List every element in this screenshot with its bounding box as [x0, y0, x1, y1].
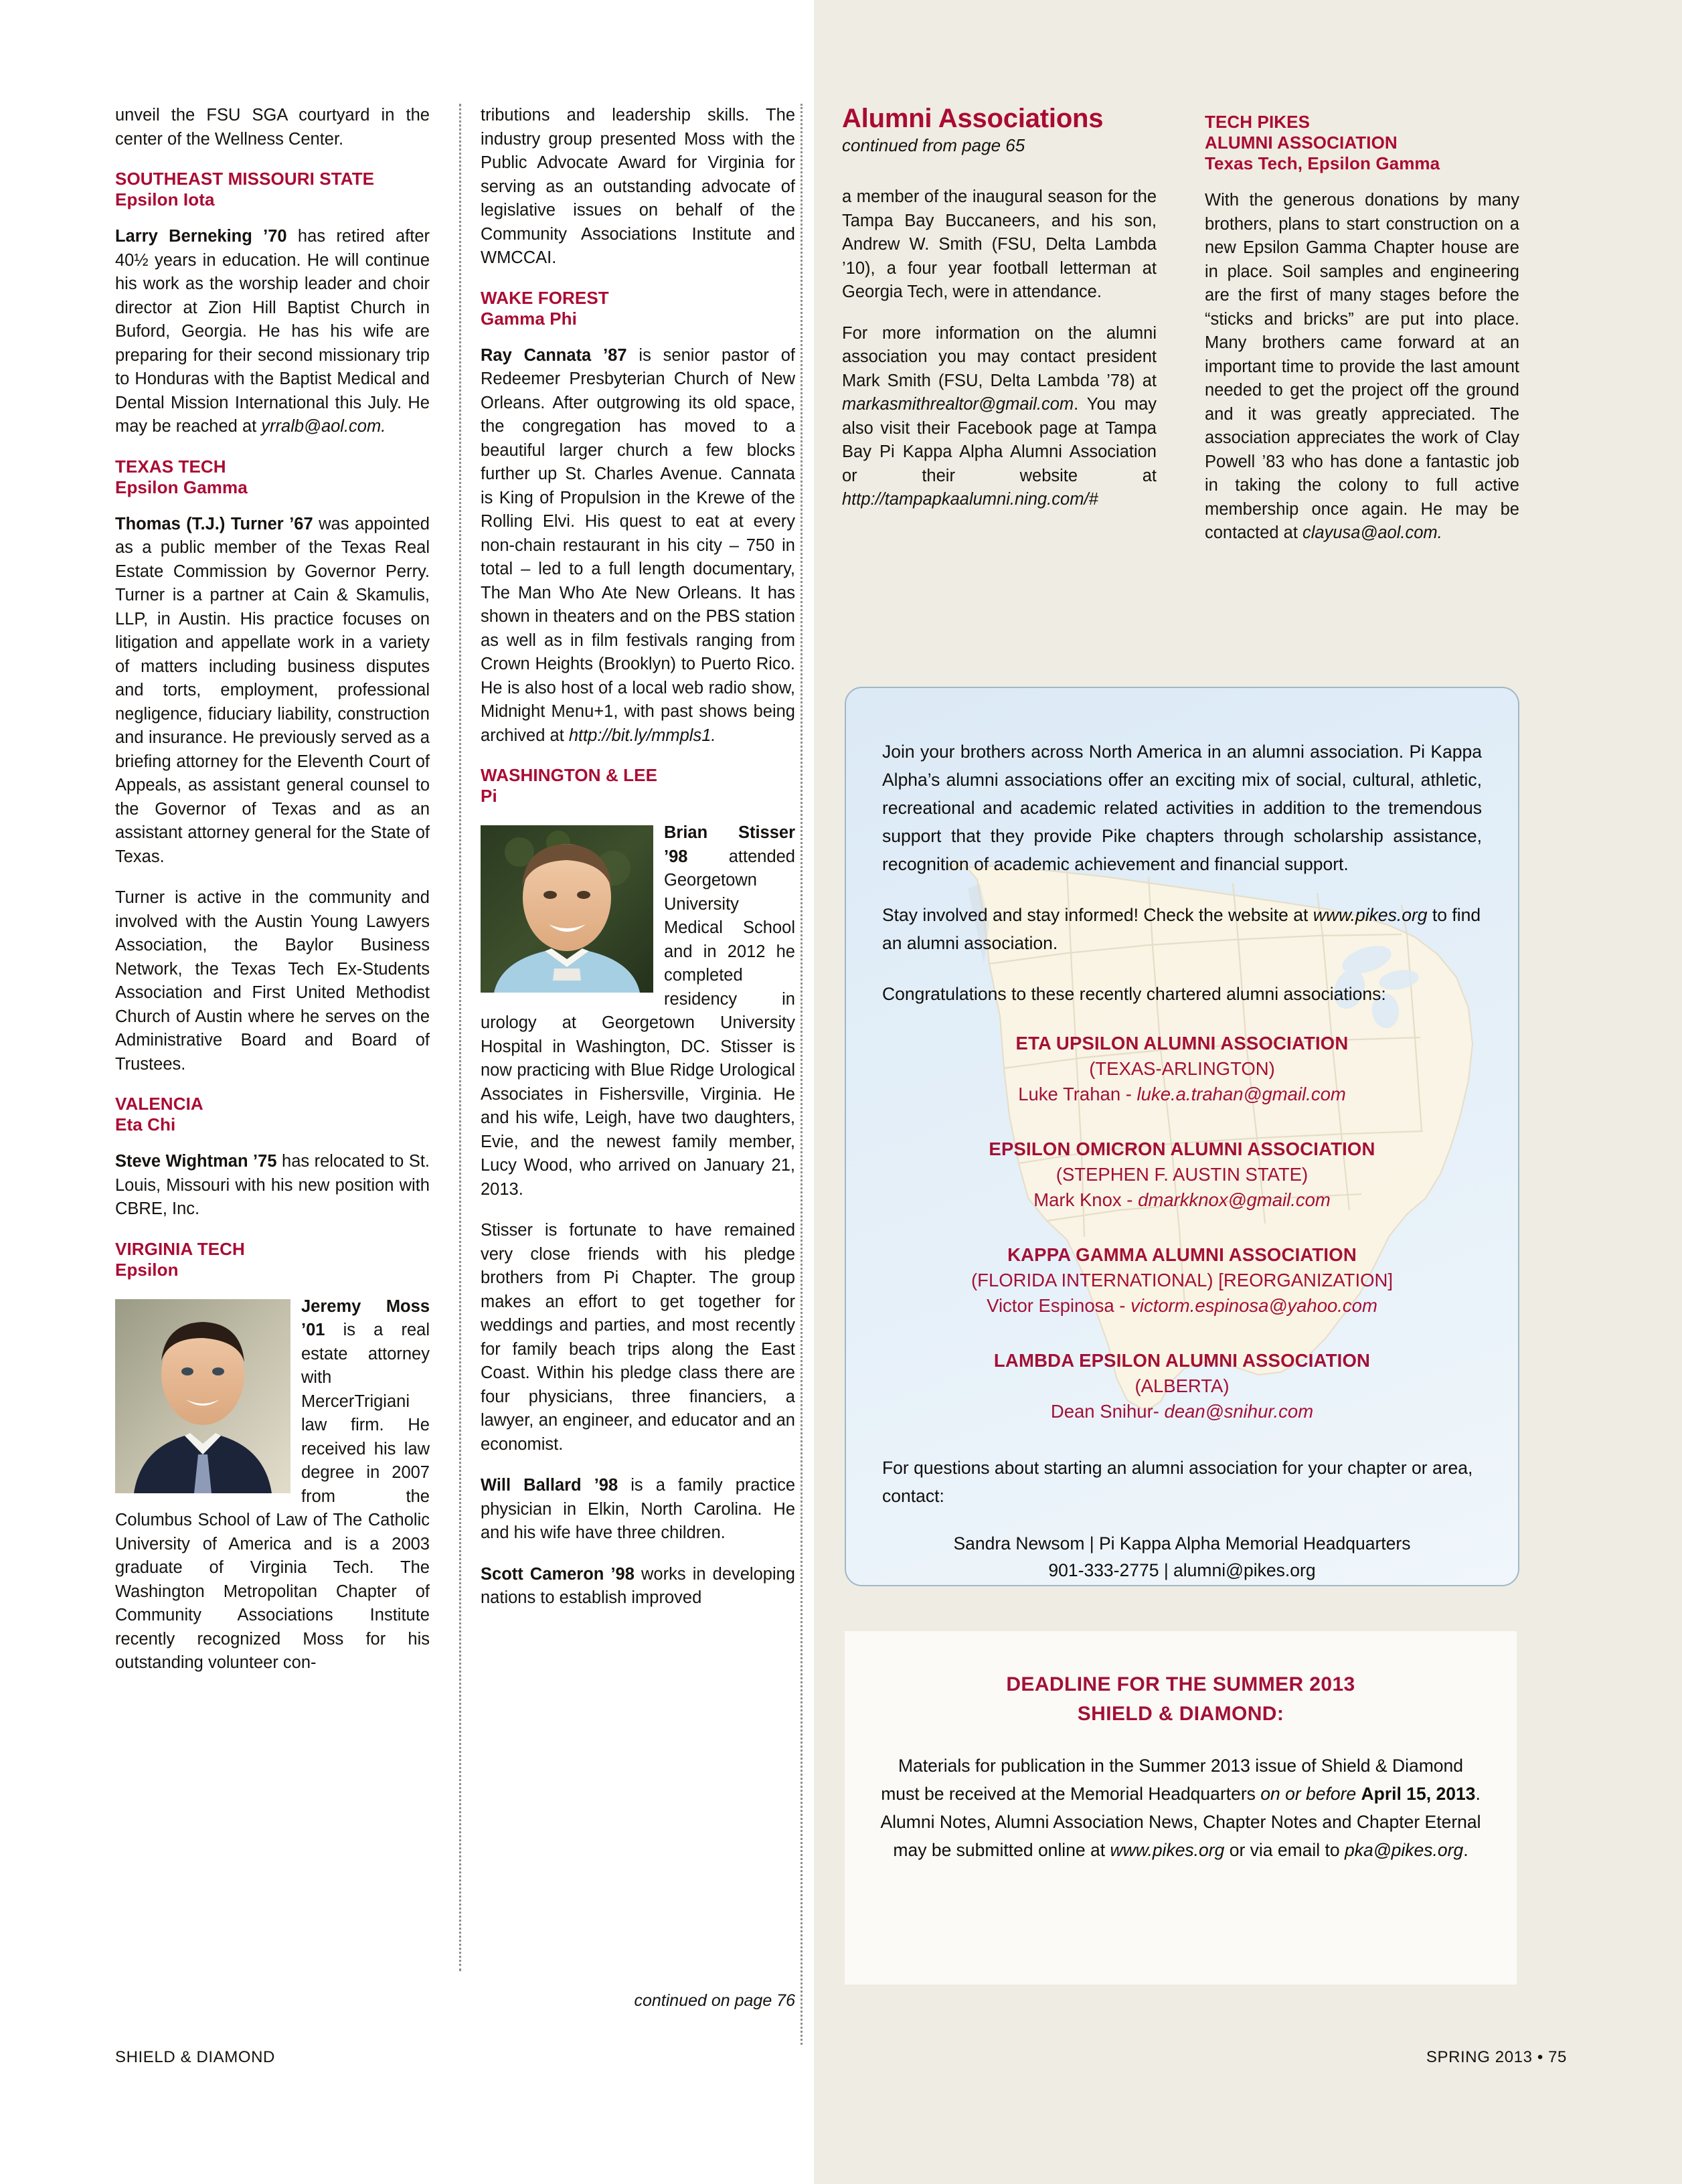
contact-person: Mark Knox - — [1033, 1189, 1139, 1210]
alumni-note-stisser-2: Stisser is fortunate to have remained very close friends with his pledge brothers from Pi Chapter. The group makes an effort to get together for weddings and parties, and most recently for family beach trips along the East Coast. Within his pledge class there are four physicians, three financiers, a lawyer, an engineer, and educator and an economist. — [481, 1221, 795, 1454]
alumni-box-contact-line-1: Sandra Newsom | Pi Kappa Alpha Memorial Headquarters — [953, 1533, 1411, 1553]
chapter-school: VIRGINIA TECH — [115, 1238, 245, 1259]
alumni-name: Brian Stisser ’98 — [664, 823, 795, 866]
section-title-alumni-associations: Alumni Associations — [842, 104, 1104, 133]
chartered-association-1 — [882, 1031, 1482, 1107]
association-contact — [882, 1187, 1482, 1213]
alumni-note-cannata — [481, 344, 795, 748]
alumni-name: Thomas (T.J.) Turner ’67 — [115, 514, 313, 533]
alumni-url-tail: . — [711, 726, 716, 745]
deadline-content — [845, 1631, 1517, 1864]
association-school: (FLORIDA INTERNATIONAL) [REORGANIZATION] — [971, 1270, 1393, 1290]
footer-issue-page: SPRING 2013 • 75 — [1426, 2048, 1567, 2066]
alumni-note-cameron — [481, 1563, 795, 1610]
alumni-body: has retired after 40½ years in education. He will continue his work as the worship leader and choir director at Zion Hill Baptist Church in Buford, Georgia. He has his wife are preparing for their second missionary trip to Honduras with the Baptist Medical and Dental Mission International this July. He may be reached at — [115, 227, 430, 436]
column-4 — [1205, 104, 1519, 563]
headshot-image — [115, 1299, 290, 1493]
alumni-box-questions: For questions about starting an alumni association for your chapter or area, contact: — [882, 1458, 1473, 1506]
deadline-text-e: . — [1463, 1840, 1468, 1860]
chapter-greek: Epsilon Iota — [115, 189, 215, 209]
chapter-school: TEXAS TECH — [115, 456, 226, 477]
aa-paragraph-1: a member of the inaugural season for the Tampa Bay Buccaneers, and his son, Andrew W. Smith (FSU, Delta Lambda ’10), a four year football letterman at Georgia Tech, were in attendance. — [842, 187, 1157, 301]
deadline-text-a: Materials for publication in the Summer 2013 issue of Shield & Diamond must be received at the Memorial Headquarters — [881, 1756, 1463, 1804]
chapter-heading-washington-lee — [481, 765, 795, 807]
chartered-association-2 — [882, 1137, 1482, 1213]
contact-email: victorm.espinosa@yahoo.com — [1130, 1295, 1377, 1316]
chapter-greek: Gamma Phi — [481, 308, 577, 329]
alumni-body: works in developing nations to establish improved — [481, 1564, 795, 1607]
alumni-box-content — [846, 688, 1518, 1585]
contact-person: Luke Trahan - — [1018, 1084, 1137, 1104]
alumni-name: Larry Berneking ’70 — [115, 227, 287, 246]
alumni-note-turner-2: Turner is active in the community and involved with the Austin Young Lawyers Association, the Baylor Business Network, the Texas Tech Ex-Students Association and First United Methodist Church of Austin where he serves on the Administrative Board and Board of Trustees. — [115, 888, 430, 1074]
chapter-heading-texas-tech — [115, 456, 430, 498]
alumni-body: has relocated to St. Louis, Missouri with his new position with CBRE, Inc. — [115, 1152, 430, 1218]
chapter-greek: Eta Chi — [115, 1114, 176, 1135]
chapter-school: WASHINGTON & LEE — [481, 765, 658, 785]
deadline-on-or-before: on or before — [1260, 1784, 1357, 1804]
tech-pikes-email: clayusa@aol.com — [1302, 523, 1438, 542]
deadline-space — [1356, 1784, 1361, 1804]
assoc-name-line1: TECH PIKES — [1205, 112, 1311, 132]
association-name: EPSILON OMICRON ALUMNI ASSOCIATION — [989, 1139, 1375, 1159]
association-contact — [882, 1082, 1482, 1107]
headshot-image — [481, 825, 653, 993]
chapter-school: VALENCIA — [115, 1094, 203, 1114]
alumni-email: yrralb@aol.com — [261, 417, 382, 436]
column-2 — [481, 104, 795, 1610]
alumni-name: Jeremy Moss ’01 — [301, 1296, 430, 1339]
deadline-body — [878, 1752, 1483, 1864]
aa-paragraph-2 — [842, 322, 1157, 512]
contact-person: Victor Espinosa - — [987, 1295, 1131, 1316]
alumni-note-turner-1 — [115, 513, 430, 869]
chapter-greek: Pi — [481, 786, 497, 806]
alumni-name: Ray Cannata ’87 — [481, 345, 627, 365]
contact-person: Dean Snihur- — [1050, 1401, 1165, 1422]
deadline-url-1: www.pikes.org — [1110, 1840, 1225, 1860]
aa-url: http://tampapkaalumni.ning.com/# — [842, 490, 1098, 509]
association-contact — [882, 1293, 1482, 1319]
alumni-name: Will Ballard ’98 — [481, 1476, 618, 1495]
continued-on-page-note: continued on page 76 — [634, 1991, 795, 2010]
alumni-body: was appointed as a public member of the Texas Real Estate Commission by Governor Perry. Turner is a partner at Cain & Skamulis, LLP, in Austin. His practice focuses on litigation and appellate work in a variety of matters including business disputes and torts, employment, professional negligence, fiduciary liability, construction and insurance. He previously served as a briefing attorney for the Eleventh Court of Appeals, as assistant general counsel to the Governor of Texas and as an assistant attorney general for the State of Texas. — [115, 514, 430, 866]
chapter-greek: Epsilon — [115, 1259, 179, 1280]
section-continued-from: continued from page 65 — [842, 135, 1025, 155]
tech-pikes-tail: . — [1437, 523, 1442, 542]
chartered-association-4 — [882, 1348, 1482, 1424]
aa-email: markasmithrealtor@gmail.com — [842, 395, 1074, 414]
chapter-heading-valencia — [115, 1094, 430, 1135]
moss-continuation: tributions and leadership skills. The industry group presented Moss with the Public Advocate Award for Virginia for serving as an outstanding advocate of legislative issues on behalf of the Community Associations Institute and WMCCAI. — [481, 106, 795, 267]
contact-email: luke.a.trahan@gmail.com — [1137, 1084, 1346, 1104]
deadline-title-line-2: SHIELD & DIAMOND: — [1077, 1703, 1284, 1725]
aa-text-a: For more information on the alumni association you may contact president Mark Smith (FSU, Delta Lambda ’78) at — [842, 323, 1157, 390]
deadline-text-c: . Alumni Notes, Alumni Association News, Chapter Notes and Chapter Eternal may be submitted online at — [880, 1784, 1481, 1860]
deadline-url-2: pka@pikes.org — [1345, 1840, 1464, 1860]
chapter-heading-tech-pikes — [1205, 112, 1519, 174]
contact-email: dean@snihur.com — [1164, 1401, 1314, 1422]
association-school: (STEPHEN F. AUSTIN STATE) — [1056, 1164, 1309, 1185]
contact-email: dmarkknox@gmail.com — [1138, 1189, 1331, 1210]
column-3 — [842, 104, 1157, 529]
chapter-heading-southeast-missouri — [115, 169, 430, 210]
headshot-jeremy-moss — [115, 1299, 290, 1493]
intro-continuation: unveil the FSU SGA courtyard in the center of the Wellness Center. — [115, 106, 430, 149]
stay-involved-a: Stay involved and stay informed! Check the website at — [882, 905, 1313, 925]
column-divider-1 — [459, 104, 461, 1971]
association-school: (ALBERTA) — [1134, 1375, 1230, 1396]
deadline-text-d: or via email to — [1224, 1840, 1345, 1860]
chapter-school: SOUTHEAST MISSOURI STATE — [115, 169, 375, 189]
alumni-box-stay-involved — [882, 901, 1482, 957]
association-school: (TEXAS-ARLINGTON) — [1089, 1058, 1275, 1079]
tech-pikes-body — [1205, 189, 1519, 545]
alumni-email-tail: . — [381, 417, 386, 436]
chapter-heading-wake-forest — [481, 288, 795, 329]
alumni-note-wightman — [115, 1150, 430, 1222]
association-name: ETA UPSILON ALUMNI ASSOCIATION — [1015, 1033, 1349, 1054]
deadline-title-line-1: DEADLINE FOR THE SUMMER 2013 — [1006, 1673, 1355, 1695]
alumni-box-contact-line-2: 901-333-2775 | alumni@pikes.org — [1048, 1560, 1316, 1580]
alumni-body: is senior pastor of Redeemer Presbyterian Church of New Orleans. After outgrowing its old space, the congregation has moved to a beautiful larger church a few blocks further up St. Charles Avenue. Cannata is King of Propulsion in the Krewe of the Rolling Elvi. His quest to eat at every non-chain restaurant in his city – 750 in total – led to a full length documentary, The Man Who Ate New Orleans. It has shown in theaters and on the PBS station as well as in film festivals ranging from Crown Heights (Brooklyn) to Puerto Rico. He is also host of a local web radio show, Midnight Menu+1, with past shows being archived at — [481, 345, 795, 745]
deadline-title — [878, 1670, 1483, 1729]
pikes-url: www.pikes.org — [1313, 905, 1428, 925]
footer-publication-name: SHIELD & DIAMOND — [115, 2048, 275, 2066]
assoc-chapter: Texas Tech, Epsilon Gamma — [1205, 153, 1440, 173]
tech-pikes-text: With the generous donations by many brothers, plans to start construction on a new Epsilon Gamma Chapter house are in place. Soil samples and engineering are the first of many stages before the “sticks and bricks” are put into place. Many brothers came forward at an important time to provide the last amount needed to get the project off the ground and it was greatly appreciated. The association appreciates the work of Clay Powell ’83 who has done a fantastic job in taking the colony to full active membership once again. He may be contacted at — [1205, 191, 1519, 542]
alumni-name: Scott Cameron ’98 — [481, 1564, 635, 1584]
chapter-heading-virginia-tech — [115, 1239, 430, 1280]
association-name: KAPPA GAMMA ALUMNI ASSOCIATION — [1007, 1244, 1357, 1265]
alumni-box-congrats: Congratulations to these recently chartered alumni associations: — [882, 984, 1386, 1004]
alumni-body: attended Georgetown University Medical School and in 2012 he completed residency in urology at Georgetown University Hospital in Washington, DC. Stisser is now practicing with Blue Ridge Urological Associates in Fishersville, Virginia. He and his wife, Leigh, have two daughters, Evie, and the newest family member, Lucy Wood, who arrived on January 21, 2013. — [481, 847, 795, 1199]
column-1 — [115, 104, 430, 1693]
headshot-brian-stisser — [481, 825, 653, 993]
chapter-school: WAKE FOREST — [481, 287, 609, 308]
assoc-name-line2: ALUMNI ASSOCIATION — [1205, 133, 1398, 153]
alumni-body: is a family practice physician in Elkin, North Carolina. He and his wife have three children. — [481, 1476, 795, 1542]
deadline-callout-box — [845, 1631, 1517, 1985]
alumni-body: is a real estate attorney with MercerTrigiani law firm. He received his law degree in 2007 from the Columbus School of Law of The Catholic University of America and is a 2003 graduate of Virginia Tech. The Washington Metropolitan Chapter of Community Associations Institute recently recognized Moss for his outstanding volunteer con- — [115, 1321, 430, 1672]
stay-involved-b: to find an alumni association. — [882, 905, 1481, 953]
alumni-name: Steve Wightman ’75 — [115, 1152, 277, 1171]
association-contact — [882, 1399, 1482, 1424]
alumni-note-ballard — [481, 1474, 795, 1545]
association-name: LAMBDA EPSILON ALUMNI ASSOCIATION — [993, 1350, 1371, 1371]
alumni-box-intro: Join your brothers across North America in an alumni association. Pi Kappa Alpha’s alumni associations offer an exciting mix of social, cultural, athletic, recreational and academic related activities in addition to the tremendous support that they provide Pike chapters through scholarship assistance, recognition of academic achievement and financial support. — [882, 742, 1482, 874]
alumni-url: http://bit.ly/mmpls1 — [568, 726, 711, 745]
deadline-date: April 15, 2013 — [1361, 1784, 1476, 1804]
aa-text-b: . You may also visit their Facebook page at Tampa Bay Pi Kappa Alpha Alumni Association or their website at — [842, 395, 1157, 485]
alumni-association-callout-box — [845, 687, 1519, 1586]
alumni-note-berneking — [115, 225, 430, 439]
chartered-association-3 — [882, 1242, 1482, 1319]
column-divider-2 — [801, 104, 803, 2045]
chapter-greek: Epsilon Gamma — [115, 477, 248, 497]
